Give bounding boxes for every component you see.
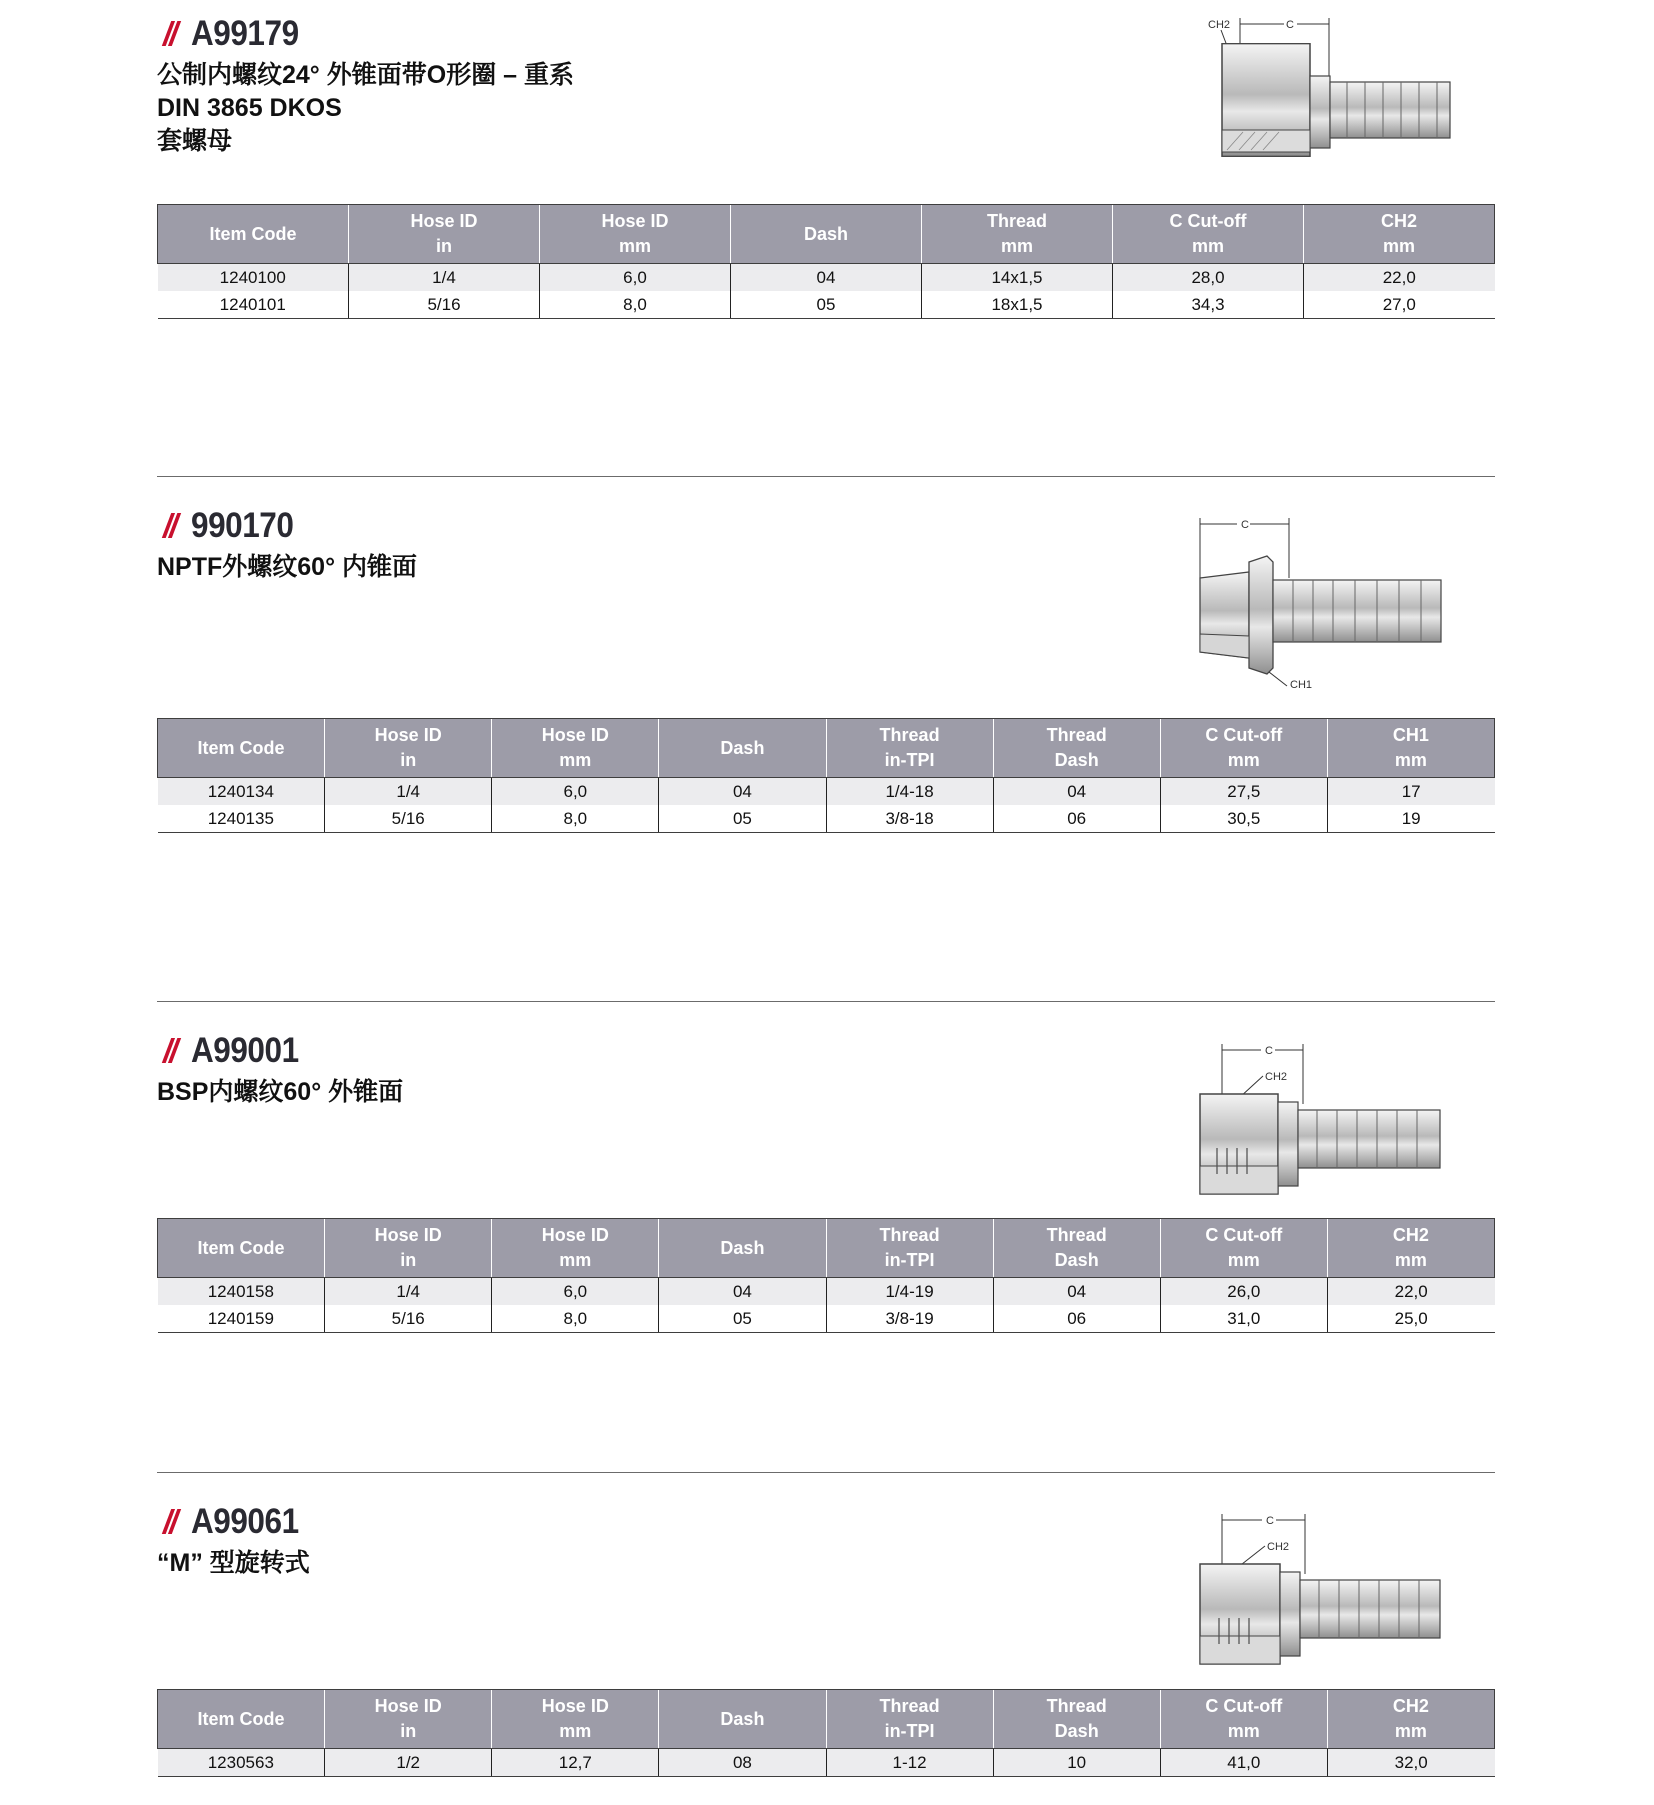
product-code-line bbox=[163, 504, 305, 548]
product-section-990170 bbox=[157, 504, 1495, 844]
fitting-diagram bbox=[1197, 1044, 1497, 1204]
double-slash-icon: // bbox=[163, 15, 176, 52]
dim-label-c: C bbox=[1265, 1045, 1273, 1057]
dim-label-ch: CH2 bbox=[1265, 1071, 1288, 1083]
col-header-ch2: CH2 mm bbox=[1304, 205, 1495, 264]
col-header-hose-id-mm: Hose ID mm bbox=[492, 719, 659, 778]
product-code: A99001 bbox=[191, 1031, 299, 1070]
table-row: 1240135 5/16 8,0 05 3/8-18 06 30,5 19 bbox=[158, 805, 1495, 833]
col-header-thread-tpi: Thread in-TPI bbox=[826, 719, 993, 778]
col-header-thread-tpi: Thread in-TPI bbox=[826, 1219, 993, 1278]
table-row: 1230563 1/2 12,7 08 1-12 10 41,0 32,0 bbox=[158, 1749, 1495, 1777]
fitting-drawing-icon bbox=[1197, 1514, 1497, 1674]
col-header-item-code: Item Code bbox=[158, 1219, 325, 1278]
product-description: NPTF外螺纹60° 内锥面 bbox=[157, 553, 418, 581]
product-description: 公制内螺纹24° 外锥面带O形圈 – 重系 DIN 3865 DKOS 套螺母 bbox=[157, 61, 574, 155]
col-header-dash: Dash bbox=[659, 1219, 826, 1278]
product-section-a99001 bbox=[157, 1029, 1495, 1349]
col-header-c-cutoff: C Cut-off mm bbox=[1160, 1219, 1327, 1278]
col-header-c-cutoff: C Cut-off mm bbox=[1160, 1690, 1327, 1749]
table-row: 1240158 1/4 6,0 04 1/4-19 04 26,0 22,0 bbox=[158, 1278, 1495, 1306]
product-code: A99179 bbox=[191, 14, 299, 53]
section-divider bbox=[157, 1001, 1495, 1002]
col-header-thread-dash: Thread Dash bbox=[993, 1219, 1160, 1278]
table-row: 1240159 5/16 8,0 05 3/8-19 06 31,0 25,0 bbox=[158, 1305, 1495, 1333]
col-header-dash: Dash bbox=[731, 205, 922, 264]
col-header-hose-id-in: Hose ID in bbox=[325, 719, 492, 778]
col-header-dash: Dash bbox=[659, 1690, 826, 1749]
col-header-thread-mm: Thread mm bbox=[922, 205, 1113, 264]
table-row: 1240134 1/4 6,0 04 1/4-18 04 27,5 17 bbox=[158, 778, 1495, 806]
col-header-hose-id-in: Hose ID in bbox=[349, 205, 540, 264]
fitting-diagram bbox=[1207, 12, 1507, 172]
dim-label-ch: CH1 bbox=[1290, 679, 1313, 688]
dim-label-c: C bbox=[1286, 19, 1294, 31]
col-header-c-cutoff: C Cut-off mm bbox=[1160, 719, 1327, 778]
dim-label-c: C bbox=[1241, 519, 1249, 531]
dim-label-c: C bbox=[1266, 1515, 1274, 1527]
col-header-thread-dash: Thread Dash bbox=[993, 1690, 1160, 1749]
product-code: 990170 bbox=[191, 506, 294, 545]
spec-table bbox=[157, 718, 1495, 833]
section-divider bbox=[157, 1472, 1495, 1473]
product-description: BSP内螺纹60° 外锥面 bbox=[157, 1078, 404, 1106]
product-code: A99061 bbox=[191, 1502, 299, 1541]
col-header-thread-tpi: Thread in-TPI bbox=[826, 1690, 993, 1749]
col-header-ch2: CH2 mm bbox=[1327, 1690, 1494, 1749]
col-header-ch2: CH2 mm bbox=[1327, 1219, 1494, 1278]
col-header-item-code: Item Code bbox=[158, 205, 349, 264]
col-header-item-code: Item Code bbox=[158, 719, 325, 778]
fitting-drawing-icon bbox=[1207, 12, 1507, 172]
double-slash-icon: // bbox=[163, 1032, 176, 1069]
col-header-hose-id-mm: Hose ID mm bbox=[492, 1219, 659, 1278]
col-header-hose-id-in: Hose ID in bbox=[325, 1690, 492, 1749]
col-header-hose-id-mm: Hose ID mm bbox=[540, 205, 731, 264]
col-header-hose-id-mm: Hose ID mm bbox=[492, 1690, 659, 1749]
col-header-ch1: CH1 mm bbox=[1327, 719, 1494, 778]
product-code-line bbox=[163, 12, 311, 56]
double-slash-icon: // bbox=[163, 507, 176, 544]
double-slash-icon: // bbox=[163, 1503, 176, 1540]
fitting-drawing-icon bbox=[1197, 1044, 1497, 1204]
table-row: 1240101 5/16 8,0 05 18x1,5 34,3 27,0 bbox=[158, 291, 1495, 319]
col-header-item-code: Item Code bbox=[158, 1690, 325, 1749]
spec-table bbox=[157, 1218, 1495, 1333]
product-section-a99061 bbox=[157, 1500, 1495, 1800]
fitting-diagram bbox=[1197, 1514, 1497, 1674]
section-divider bbox=[157, 476, 1495, 477]
col-header-dash: Dash bbox=[659, 719, 826, 778]
dim-label-ch: CH2 bbox=[1208, 19, 1231, 31]
product-code-line bbox=[163, 1029, 311, 1073]
spec-table bbox=[157, 1689, 1495, 1777]
col-header-thread-dash: Thread Dash bbox=[993, 719, 1160, 778]
product-section-a99179 bbox=[157, 12, 1495, 322]
col-header-hose-id-in: Hose ID in bbox=[325, 1219, 492, 1278]
dim-label-ch: CH2 bbox=[1267, 1541, 1290, 1553]
product-code-line bbox=[163, 1500, 311, 1544]
spec-table bbox=[157, 204, 1495, 319]
fitting-drawing-icon bbox=[1197, 518, 1497, 688]
fitting-diagram bbox=[1197, 518, 1497, 688]
product-description: “M” 型旋转式 bbox=[157, 1549, 310, 1577]
table-row: 1240100 1/4 6,0 04 14x1,5 28,0 22,0 bbox=[158, 264, 1495, 292]
col-header-c-cutoff: C Cut-off mm bbox=[1113, 205, 1304, 264]
